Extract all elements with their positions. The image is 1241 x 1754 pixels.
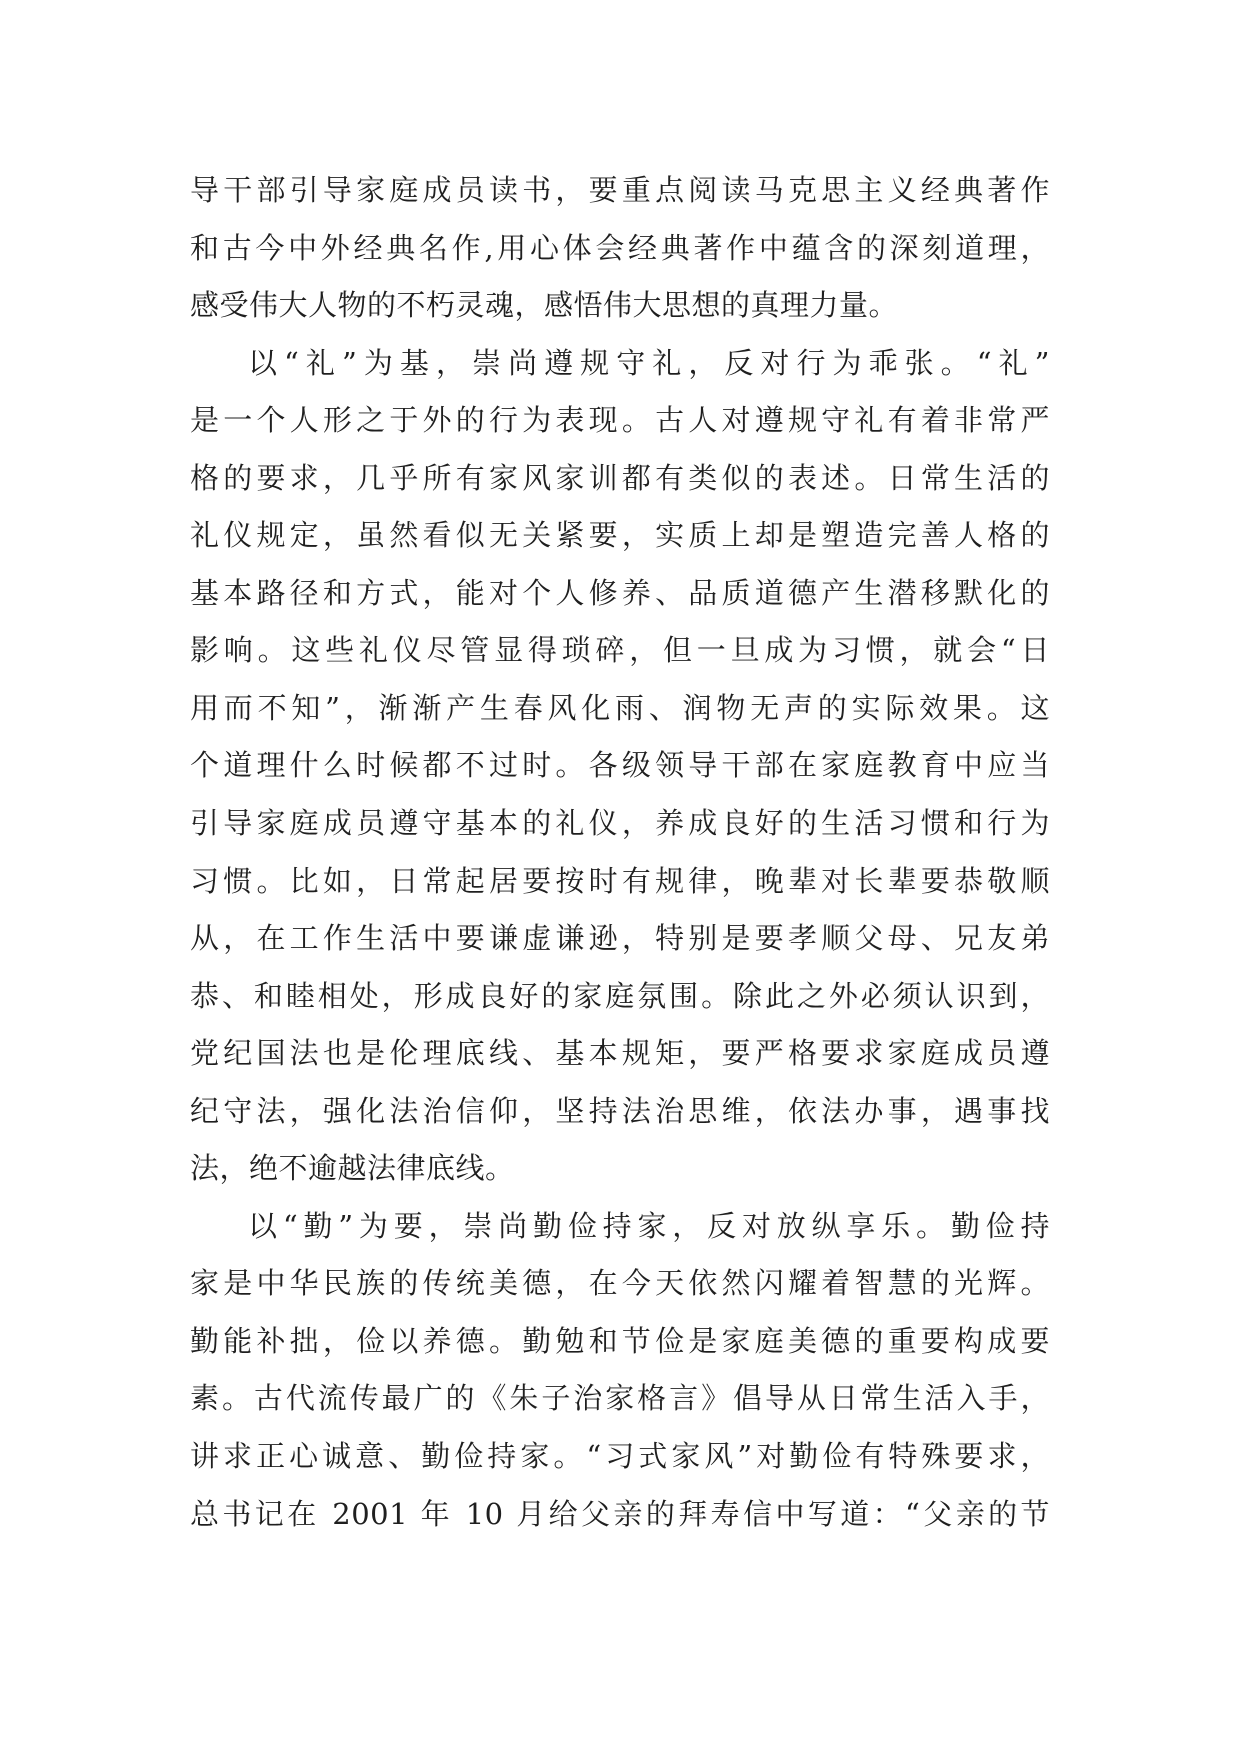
text-line: 基本路径和方式，能对个人修养、品质道德产生潜移默化的 [190,575,1050,610]
text-line: 总书记在 2001 年 10 月给父亲的拜寿信中写道：“父亲的节 [190,1496,1050,1531]
text-line: 是一个人形之于外的行为表现。古人对遵规守礼有着非常严 [190,403,1050,438]
text-line: 个道理什么时候都不过时。各级领导干部在家庭教育中应当 [190,748,1050,783]
text-line: 纪守法，强化法治信仰，坚持法治思维，依法办事，遇事找 [190,1093,1050,1128]
text-line: 礼仪规定，虽然看似无关紧要，实质上却是塑造完善人格的 [190,518,1050,553]
text-line: 格的要求，几乎所有家风家训都有类似的表述。日常生活的 [190,460,1050,495]
text-line: 导干部引导家庭成员读书，要重点阅读马克思主义经典著作 [190,173,1050,207]
text-line: 素。古代流传最广的《朱子治家格言》倡导从日常生活入手， [190,1381,1050,1416]
text-line: 法，绝不逾越法律底线。 [190,1151,515,1186]
text-line: 感受伟大人物的不朽灵魂，感悟伟大思想的真理力量。 [190,288,899,323]
text-line: 引导家庭成员遵守基本的礼仪，养成良好的生活习惯和行为 [190,806,1050,841]
text-line: 勤能补拙，俭以养德。勤勉和节俭是家庭美德的重要构成要 [190,1323,1050,1358]
text-line: 影响。这些礼仪尽管显得琐碎，但一旦成为习惯，就会“日 [190,633,1050,668]
paragraph-start-line: 以“勤”为要，崇尚勤俭持家，反对放纵享乐。勤俭持 [248,1208,1050,1243]
text-line: 恭、和睦相处，形成良好的家庭氛围。除此之外必须认识到， [190,978,1050,1013]
text-line: 从，在工作生活中要谦虚谦逊，特别是要孝顺父母、兄友弟 [190,921,1050,956]
body-text [190,162,1050,1543]
text-line: 用而不知”，渐渐产生春风化雨、润物无声的实际效果。这 [190,690,1050,725]
text-line: 家是中华民族的传统美德，在今天依然闪耀着智慧的光辉。 [190,1266,1050,1301]
text-line: 习惯。比如，日常起居要按时有规律，晚辈对长辈要恭敬顺 [190,863,1050,898]
text-line: 和古今中外经典名作,用心体会经典著作中蕴含的深刻道理， [190,230,1050,265]
paragraph-start-line: 以“礼”为基，崇尚遵规守礼，反对行为乖张。“礼” [248,345,1050,380]
text-line: 讲求正心诚意、勤俭持家。“习式家风”对勤俭有特殊要求， [190,1439,1050,1474]
text-line: 党纪国法也是伦理底线、基本规矩，要严格要求家庭成员遵 [190,1036,1050,1071]
